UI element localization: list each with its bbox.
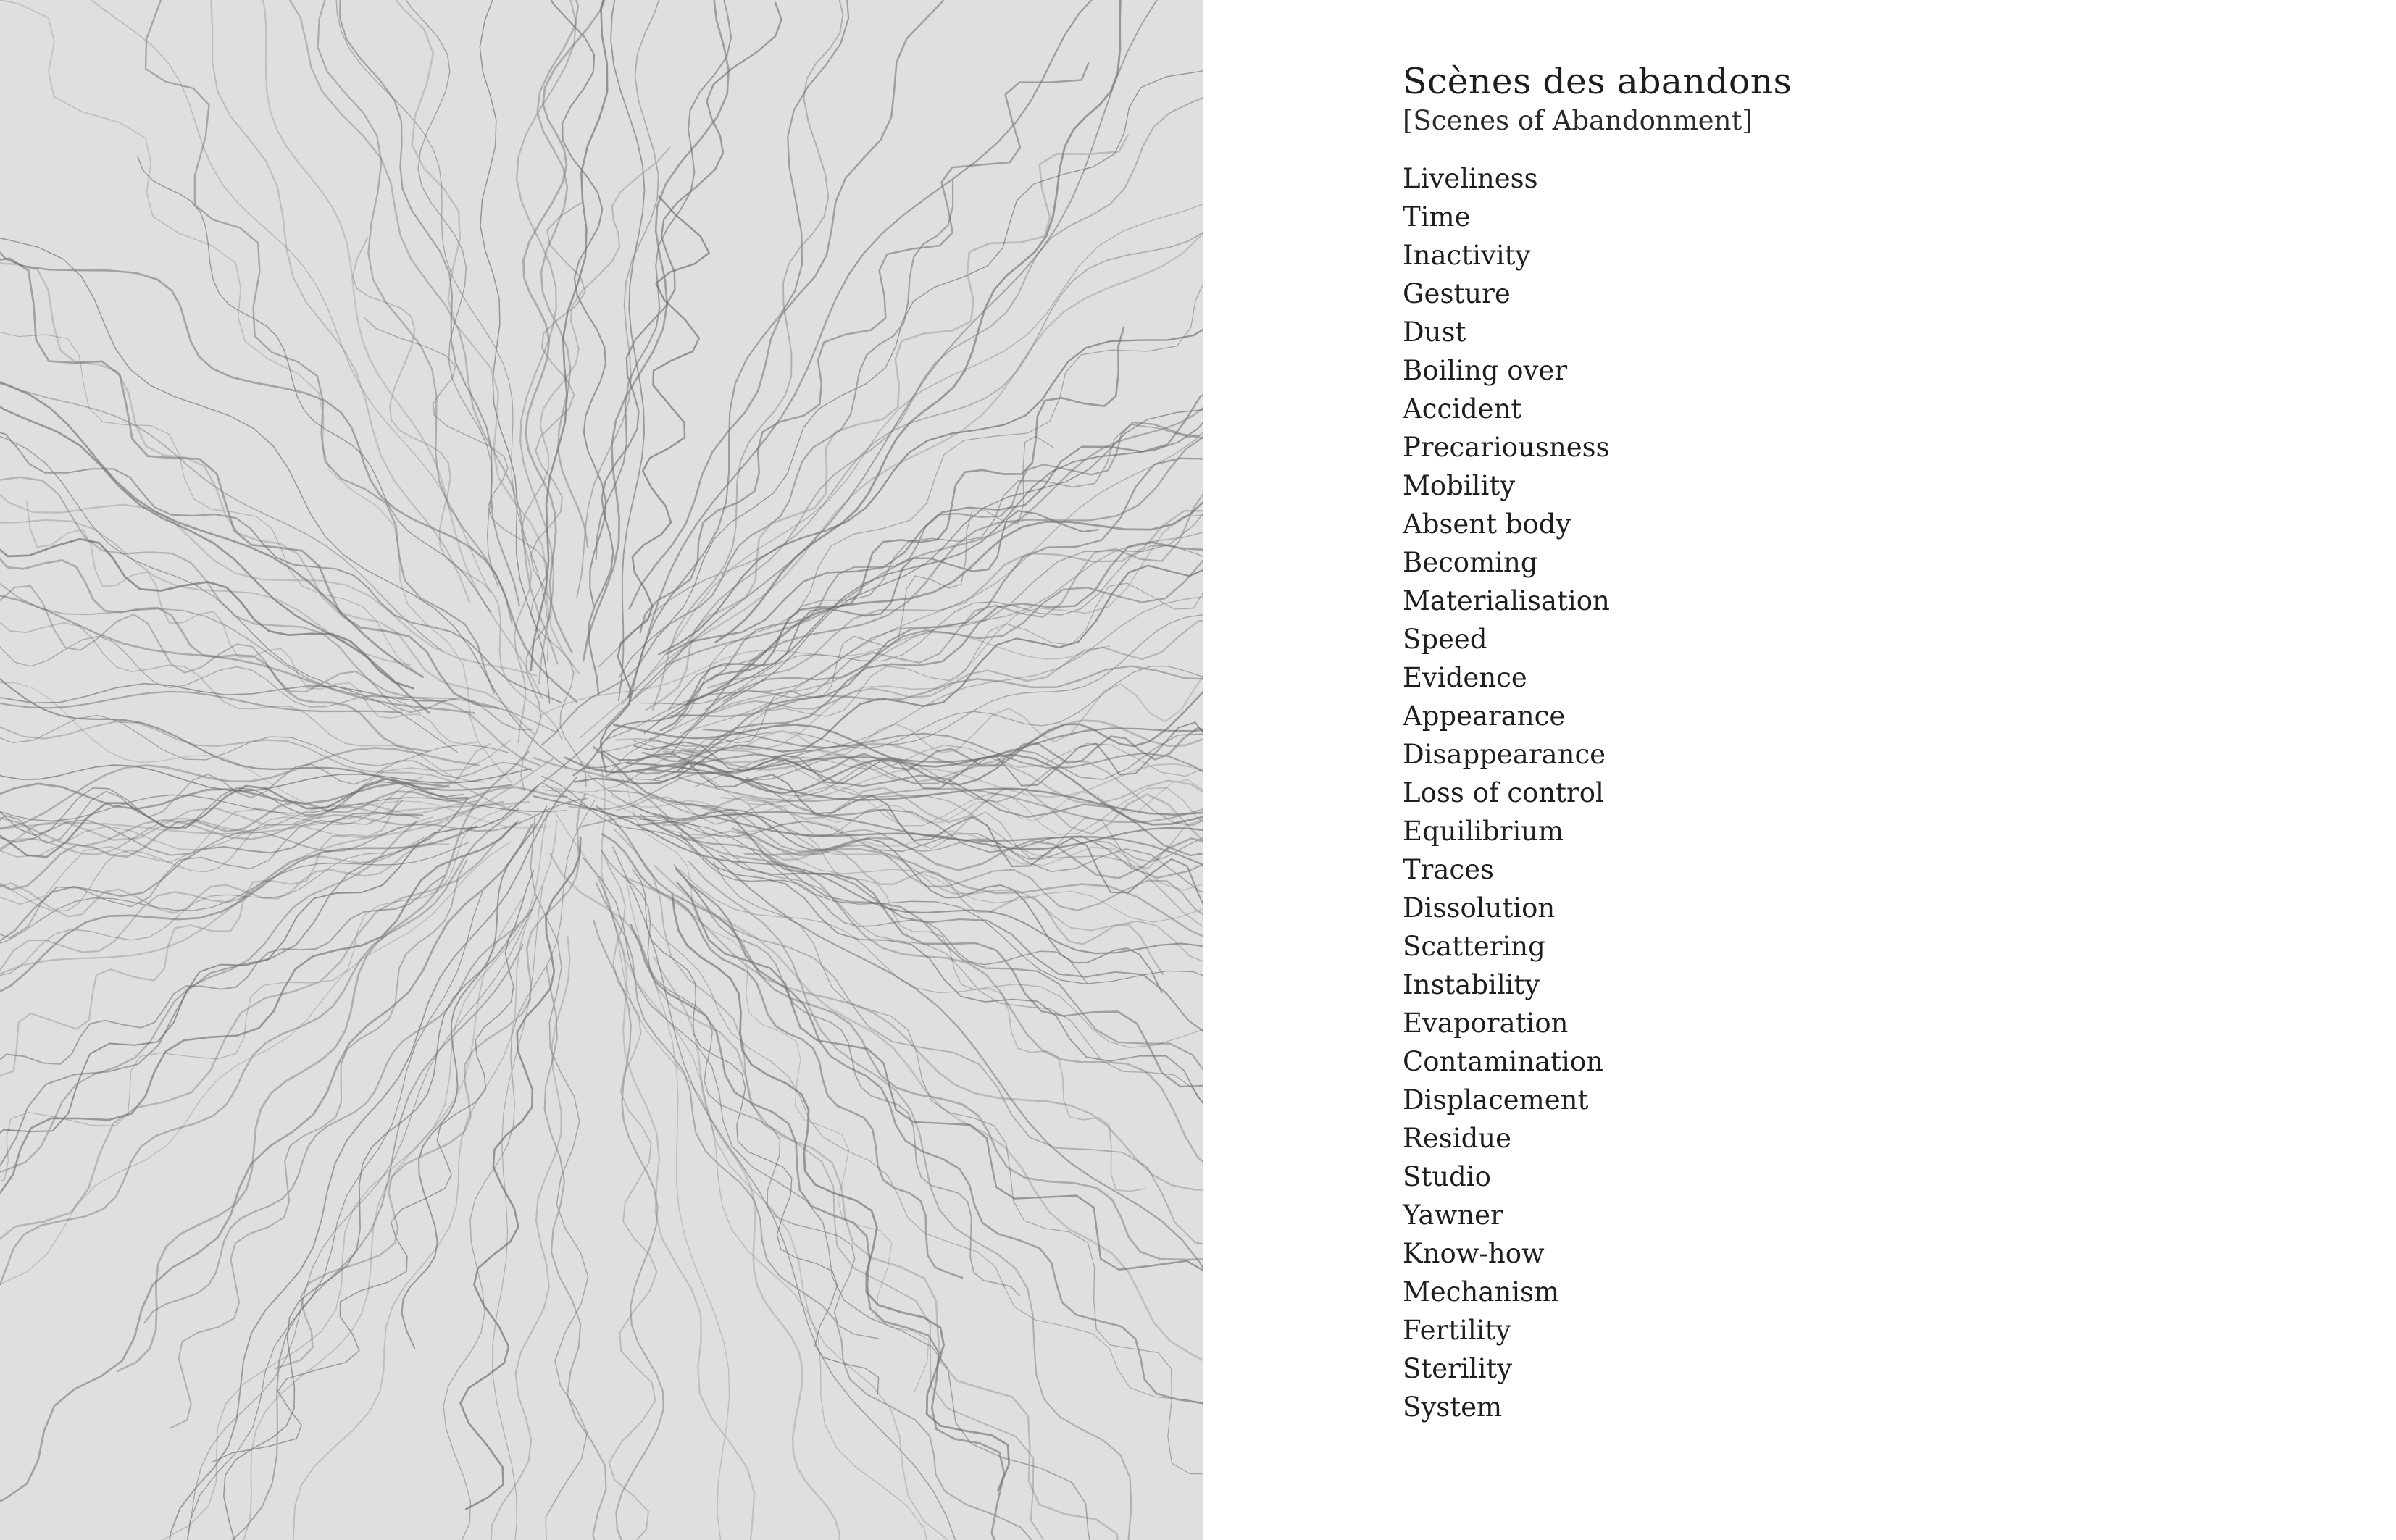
pencil-line: [0, 809, 518, 1298]
page-subtitle: [Scenes of Abandonment]: [1403, 105, 1753, 136]
pencil-line: [0, 730, 529, 834]
pencil-line: [627, 880, 801, 1540]
pencil-line: [689, 862, 1203, 1540]
pencil-line: [0, 231, 577, 702]
list-item: Inactivity: [1403, 240, 1531, 271]
list-item: Disappearance: [1403, 739, 1606, 770]
pencil-line: [677, 882, 1203, 1395]
list-item: Becoming: [1403, 547, 1538, 578]
pencil-line: [0, 83, 567, 767]
pencil-line: [709, 465, 1203, 688]
list-item: Appearance: [1403, 700, 1566, 732]
list-item: Loss of control: [1403, 777, 1604, 808]
list-item: Boiling over: [1403, 355, 1568, 386]
pencil-line: [432, 800, 595, 1540]
pencil-line: [569, 0, 645, 700]
pencil-line: [601, 196, 709, 772]
list-item: Fertility: [1403, 1315, 1511, 1346]
title-block: [1403, 59, 1792, 138]
pencil-line: [596, 0, 804, 559]
pencil-line: [0, 822, 416, 1400]
list-item: Absent body: [1403, 509, 1571, 540]
pencil-line: [631, 925, 1064, 1540]
list-item: Instability: [1403, 969, 1540, 1000]
list-item: Know-how: [1403, 1238, 1545, 1269]
pencil-line: [0, 586, 532, 730]
list-item: Yawner: [1403, 1200, 1503, 1231]
pencil-line: [261, 0, 543, 698]
pencil-line: [0, 787, 537, 1328]
pencil-line: [170, 860, 467, 1428]
pencil-line: [0, 824, 532, 1540]
list-item: Equilibrium: [1403, 816, 1564, 847]
list-item: Time: [1403, 201, 1471, 233]
pencil-line: [0, 821, 519, 1540]
list-item: Evidence: [1403, 662, 1527, 693]
list-item: System: [1403, 1392, 1503, 1423]
pencil-line: [118, 945, 522, 1540]
list-item: Studio: [1403, 1161, 1491, 1192]
list-item: Accident: [1403, 393, 1522, 424]
list-item: Residue: [1403, 1123, 1511, 1154]
pencil-line: [86, 0, 469, 603]
text-page: [1203, 0, 2396, 1540]
pencil-line: [480, 0, 549, 703]
pencil-line: [597, 806, 1203, 1263]
pencil-line: [0, 789, 537, 1185]
list-item: Evaporation: [1403, 1008, 1569, 1039]
list-item: Displacement: [1403, 1084, 1589, 1116]
pencil-line: [645, 261, 1203, 733]
pencil-line: [0, 767, 463, 836]
pencil-line: [330, 0, 548, 660]
list-item: Liveliness: [1403, 163, 1538, 194]
pencil-line: [0, 120, 457, 752]
list-item: Speed: [1403, 624, 1487, 655]
pencil-line: [545, 967, 742, 1540]
pencil-line: [118, 898, 522, 1540]
pencil-line: [0, 735, 531, 791]
list-item: Mechanism: [1403, 1276, 1560, 1307]
pencil-line: [138, 156, 491, 612]
page-title: Scènes des abandons: [1403, 61, 1792, 102]
pencil-line: [12, 0, 491, 593]
list-item: Sterility: [1403, 1353, 1513, 1384]
terms-list: [1403, 159, 1610, 1426]
pencil-line: [716, 0, 1125, 643]
list-item: Dust: [1403, 317, 1466, 348]
pencil-line: [714, 862, 1203, 1540]
pencil-line: [0, 705, 449, 809]
list-item: Precariousness: [1403, 432, 1610, 463]
pencil-line: [0, 168, 423, 677]
pencil-line: [653, 0, 843, 710]
list-item: Materialisation: [1403, 585, 1610, 616]
pencil-line: [0, 44, 498, 709]
list-item: Scattering: [1403, 931, 1545, 962]
pencil-line: [0, 572, 420, 713]
list-item: Gesture: [1403, 278, 1511, 309]
pencil-line: [622, 57, 1203, 704]
pencil-line: [575, 452, 1203, 784]
pencil-line: [145, 910, 532, 1323]
pencil-line: [276, 794, 585, 1368]
list-item: Traces: [1403, 854, 1495, 885]
pencil-line: [680, 74, 1203, 732]
pencil-line: [671, 285, 1203, 755]
pencil-line: [402, 807, 547, 1349]
pencil-line: [654, 369, 1203, 779]
list-item: Contamination: [1403, 1046, 1603, 1077]
pencil-line: [217, 0, 519, 606]
list-item: Dissolution: [1403, 892, 1556, 924]
list-item: Mobility: [1403, 470, 1516, 501]
pencil-line: [756, 743, 1203, 863]
pencil-line: [577, 0, 662, 598]
pencil-line: [0, 266, 442, 650]
pencil-line: [659, 198, 1203, 654]
